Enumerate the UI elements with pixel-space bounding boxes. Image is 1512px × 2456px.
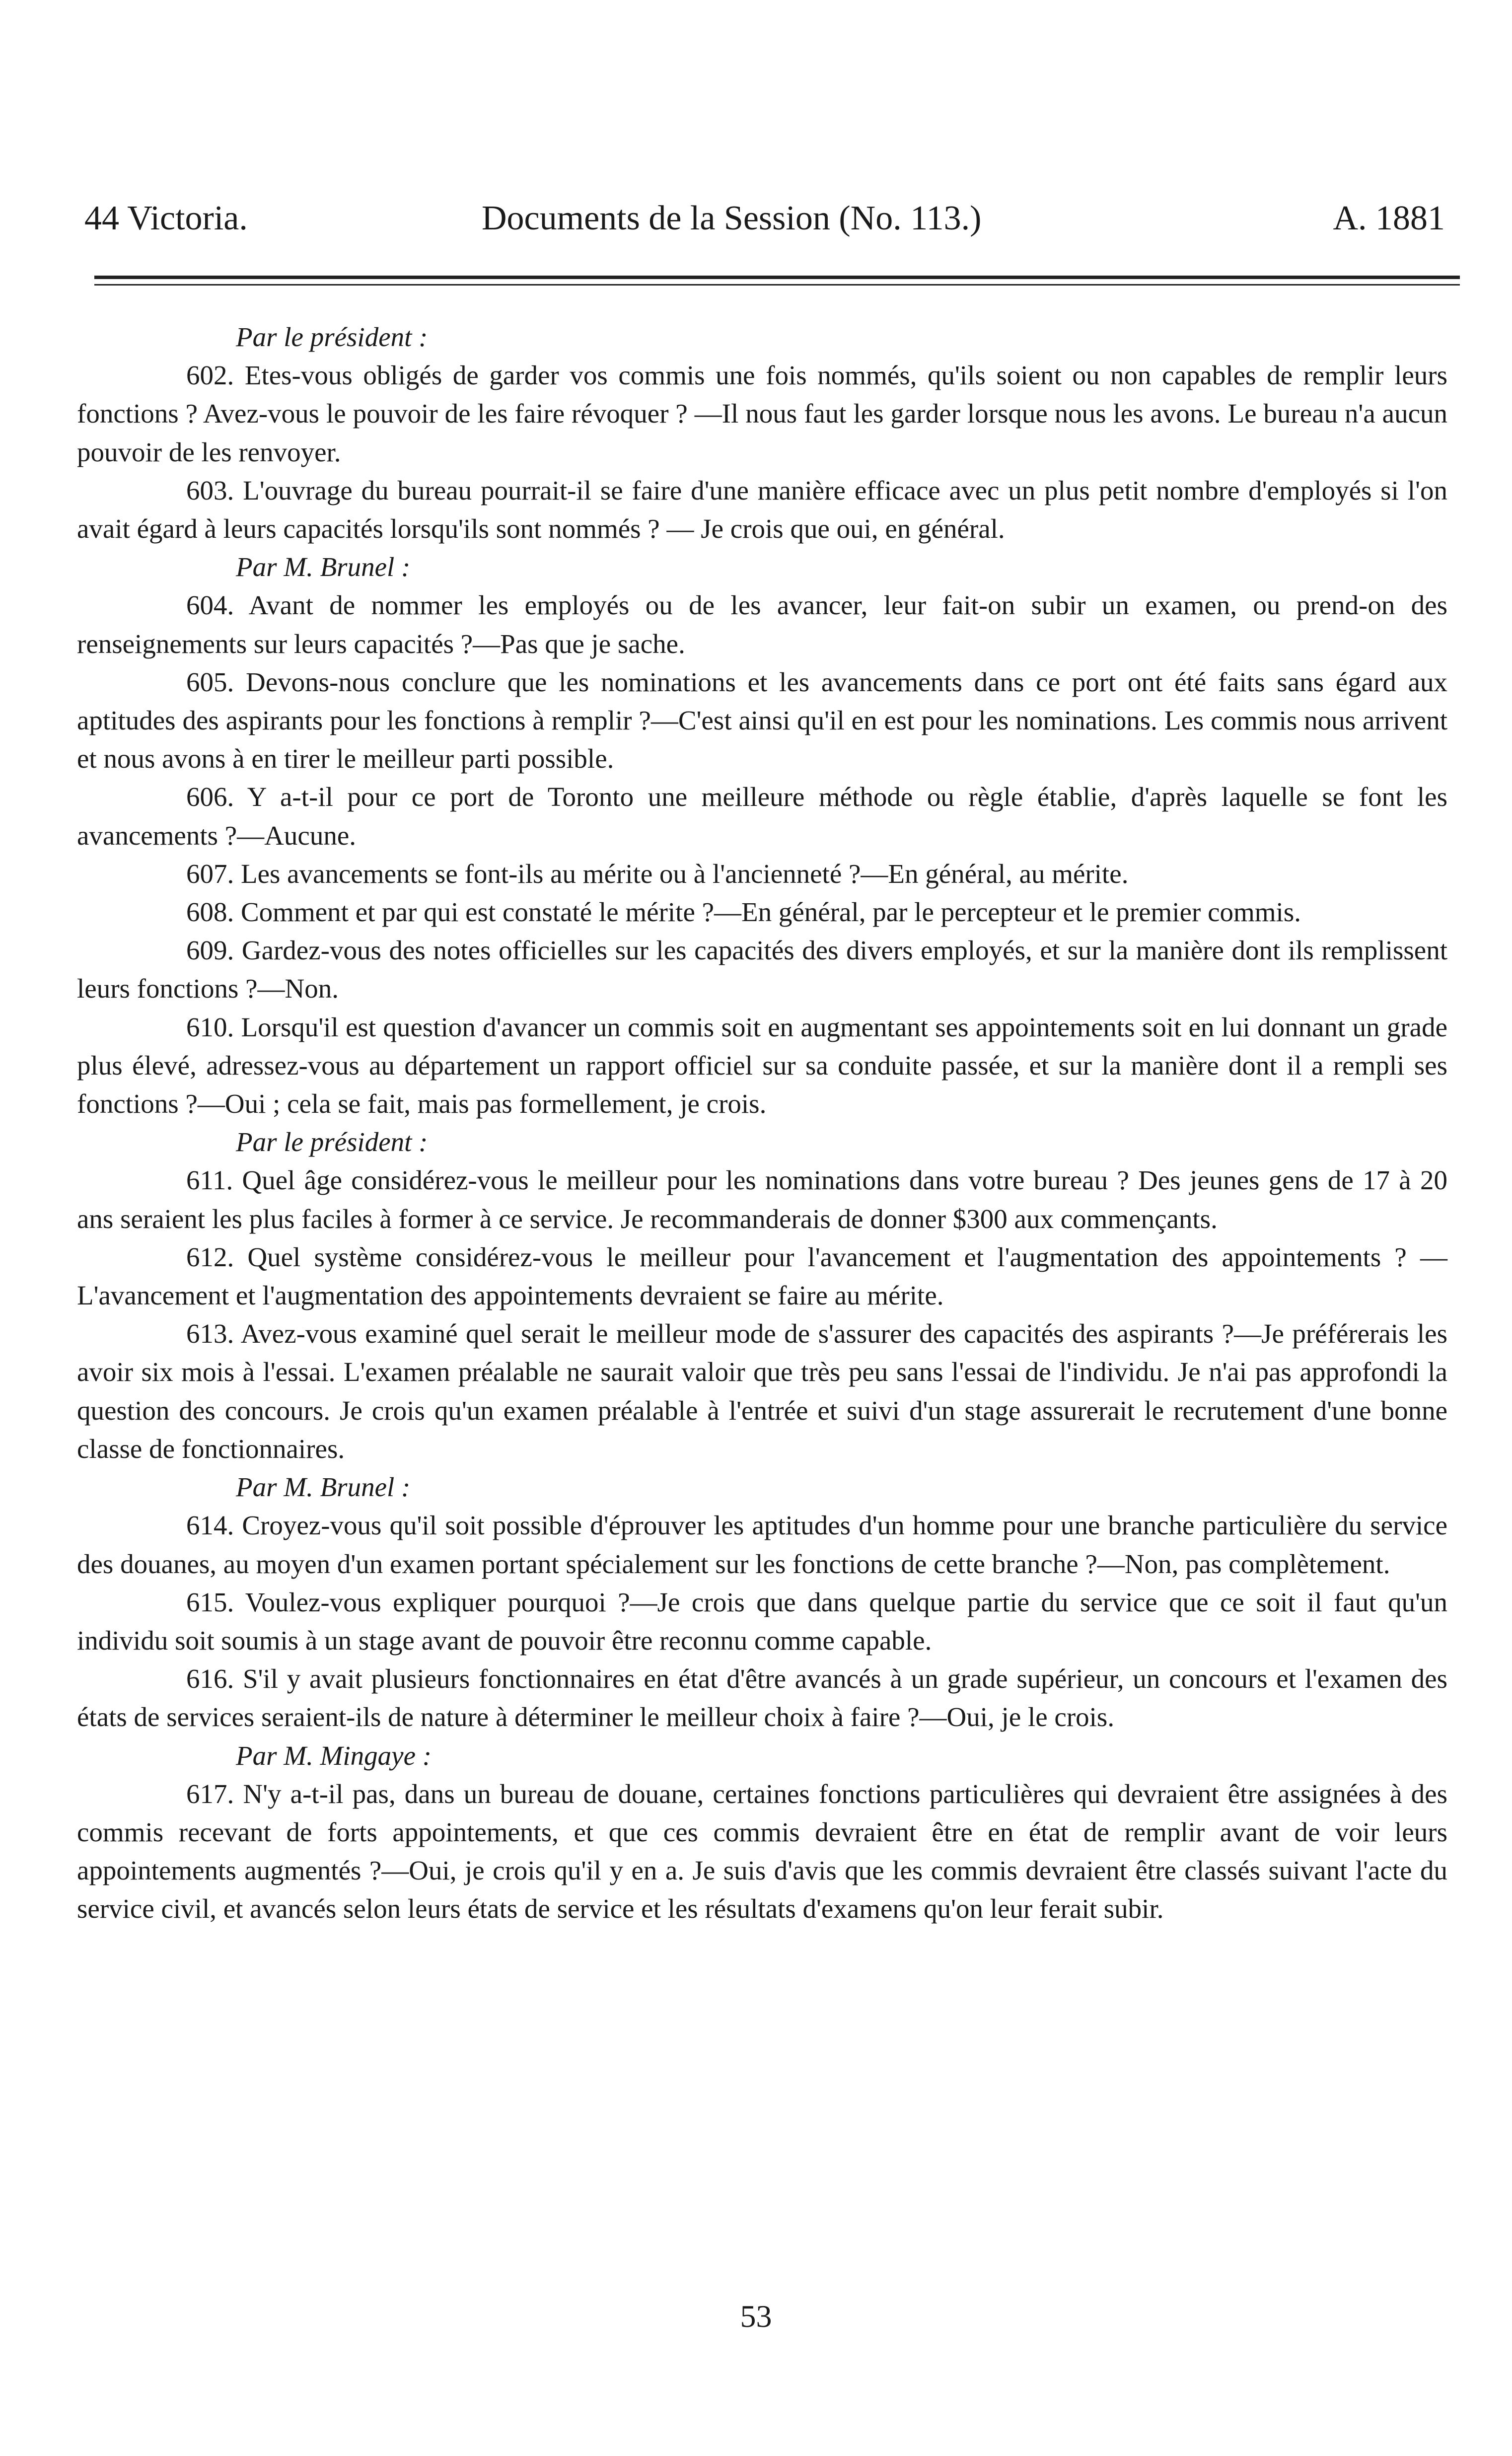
speaker-label: Par le président : [236,322,428,352]
page-number: 53 [740,2299,772,2334]
question-616: 616. S'il y avait plusieurs fonctionnaires en état d'être avancés à un grade supérieur, un concours et l'examen des états de services seraient-ils de nature à déterminer le meilleur choix à faire ?—Oui, je le crois. [77,1663,1447,1733]
question-605: 605. Devons-nous conclure que les nominations et les avancements dans ce port ont été faits sans égard aux aptitudes des aspirants pour les fonctions à remplir ?—C'est ainsi qu'il en est pour les nominations. Les commis nous arrivent et nous avons à en tirer le meilleur parti possible. [77,666,1447,774]
question-607: 607. Les avancements se font-ils au mérite ou à l'ancienneté ?—En général, au mérite. [186,858,1129,889]
speaker-label: Par M. Brunel : [236,1472,411,1503]
question-609: 609. Gardez-vous des notes officielles sur les capacités des divers employés, et sur la manière dont ils remplissent leurs fonctions ?—Non. [77,935,1447,1004]
header-rule-thin [94,284,1460,286]
question-615: 615. Voulez-vous expliquer pourquoi ?—Je crois que dans quelque partie du service que ce soit il faut qu'un individu soit soumis à un stage avant de pouvoir être reconnu comme capable. [77,1587,1447,1656]
question-613: 613. Avez-vous examiné quel serait le meilleur mode de s'assurer des capacités des aspirants ?—Je préférerais les avoir six mois à l'essai. L'examen préalable ne saurait valoir que très peu sans l'essai de l'individu. Je n'ai pas approfondi la question des concours. Je crois qu'un examen préalable à l'entrée et suivi d'un stage assurerait le recrutement d'une bonne classe de fonctionnaires. [77,1318,1447,1464]
running-header [84,191,1445,246]
question-603: 603. L'ouvrage du bureau pourrait-il se faire d'une manière efficace avec un plus petit nombre d'employés si l'on avait égard à leurs capacités lorsqu'ils sont nommés ? — Je crois que oui, en général. [77,475,1447,544]
question-608: 608. Comment et par qui est constaté le mérite ?—En général, par le percepteur et le premier commis. [186,897,1301,928]
speaker-label: Par le président : [236,1127,428,1157]
question-604: 604. Avant de nommer les employés ou de les avancer, leur fait-on subir un examen, ou prend-on des renseignements sur leurs capacités ?—Pas que je sache. [77,590,1447,659]
question-606: 606. Y a-t-il pour ce port de Toronto une meilleure méthode ou règle établie, d'après laquelle se font les avancements ?—Aucune. [77,782,1447,851]
question-602: 602. Etes-vous obligés de garder vos commis une fois nommés, qu'ils soient ou non capables de remplir leurs fonctions ? Avez-vous le pouvoir de les faire révoquer ? —Il nous faut les garder lorsque nous les avons. Le bureau n'a aucun pouvoir de les renvoyer. [77,360,1447,467]
header-year: A. 1881 [1333,199,1445,237]
header-volume: 44 Victoria. [84,199,248,237]
body-text [77,318,1447,1928]
question-614: 614. Croyez-vous qu'il soit possible d'éprouver les aptitudes d'un homme pour une branche particulière du service des douanes, au moyen d'un examen portant spécialement sur les fonctions de cette branche ?—Non, pas complètement. [77,1510,1447,1579]
header-rule-thick [94,276,1460,279]
question-611: 611. Quel âge considérez-vous le meilleur pour les nominations dans votre bureau ? Des jeunes gens de 17 à 20 ans seraient les plus faciles à former à ce service. Je recommanderais de donner $300 aux commençants. [77,1165,1447,1234]
question-617: 617. N'y a-t-il pas, dans un bureau de douane, certaines fonctions particulières qui devraient être assignées à des commis recevant de forts appointements, et que ces commis devraient être en état de remplir avant de voir leurs appointements augmentés ?—Oui, je crois qu'il y en a. Je suis d'avis que les commis devraient être classés suivant l'acte du service civil, et avancés selon leurs états de service et les résultats d'examens qu'on leur ferait subir. [77,1778,1447,1924]
speaker-label: Par M. Mingaye : [236,1740,432,1771]
header-title: Documents de la Session (No. 113.) [482,199,982,237]
question-610: 610. Lorsqu'il est question d'avancer un commis soit en augmentant ses appointements soit en lui donnant un grade plus élevé, adressez-vous au département un rapport officiel sur sa conduite passée, et sur la manière dont il a rempli ses fonctions ?—Oui ; cela se fait, mais pas formellement, je crois. [77,1011,1447,1119]
question-612: 612. Quel système considérez-vous le meilleur pour l'avancement et l'augmentation des appointements ? — L'avancement et l'augmentation des appointements devraient se faire au mérite. [77,1241,1447,1311]
speaker-label: Par M. Brunel : [236,552,411,582]
